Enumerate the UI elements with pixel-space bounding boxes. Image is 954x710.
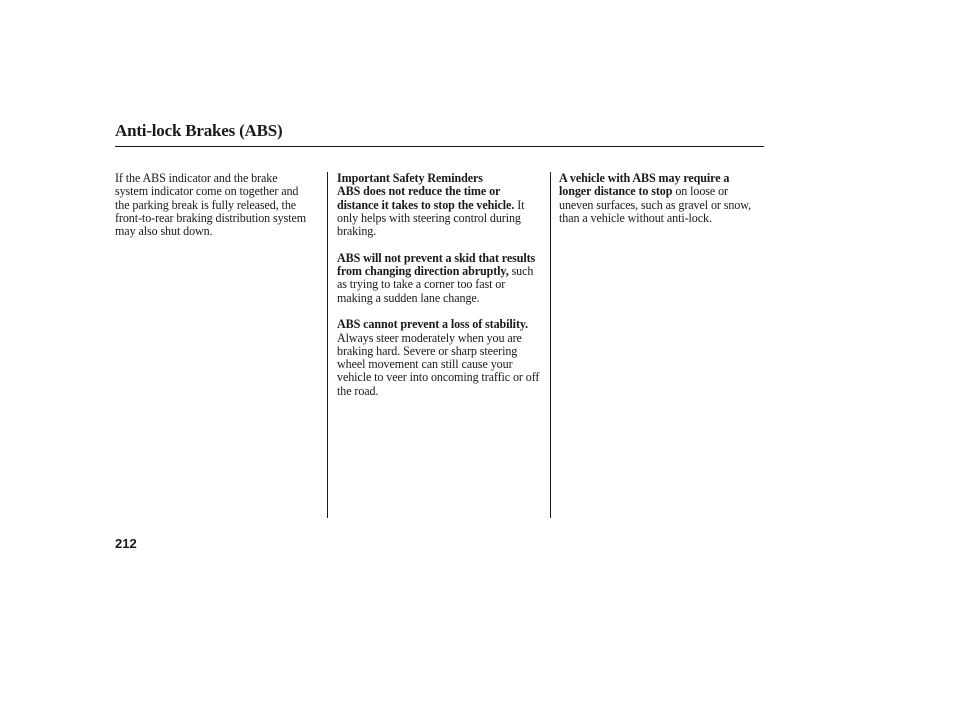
column-middle <box>337 172 543 411</box>
page-title: Anti-lock Brakes (ABS) <box>115 121 283 140</box>
reminder-body: Always steer moderately when you are braking hard. Severe or sharp steering wheel movement can still cause your vehicle to veer into oncoming traffic or off the road. <box>337 330 540 398</box>
page-number: 212 <box>115 536 137 551</box>
reminder-paragraph-stopping <box>337 185 543 238</box>
reminder-body: such as trying to take a corner too fast or making a sudden lane change. <box>337 264 534 305</box>
abs-indicator-paragraph: If the ABS indicator and the brake system indicator come on together and the parking break is fully released, the front-to-rear braking distribution system may also shut down. <box>115 171 307 239</box>
column-divider-right <box>550 172 551 518</box>
stopping-distance-paragraph <box>559 172 764 225</box>
reminder-paragraph-skid <box>337 252 543 305</box>
stopping-distance-lead: A vehicle with ABS may require a longer distance to stop <box>559 171 730 199</box>
reminder-lead: ABS does not reduce the time or distance it takes to stop the vehicle. <box>337 184 515 212</box>
title-rule <box>115 146 764 147</box>
reminder-lead: ABS cannot prevent a loss of stability. <box>337 317 529 332</box>
reminder-body: It only helps with steering control during braking. <box>337 197 525 239</box>
column-left <box>115 172 313 252</box>
column-divider-left <box>327 172 328 518</box>
reminder-lead: ABS will not prevent a skid that results from changing direction abruptly, <box>337 250 536 279</box>
safety-reminders-heading: Important Safety Reminders <box>337 171 483 185</box>
reminder-paragraph-stability <box>337 318 543 398</box>
stopping-distance-body: on loose or uneven surfaces, such as gravel or snow, than a vehicle without anti-lock. <box>559 184 752 225</box>
column-right <box>559 172 764 238</box>
